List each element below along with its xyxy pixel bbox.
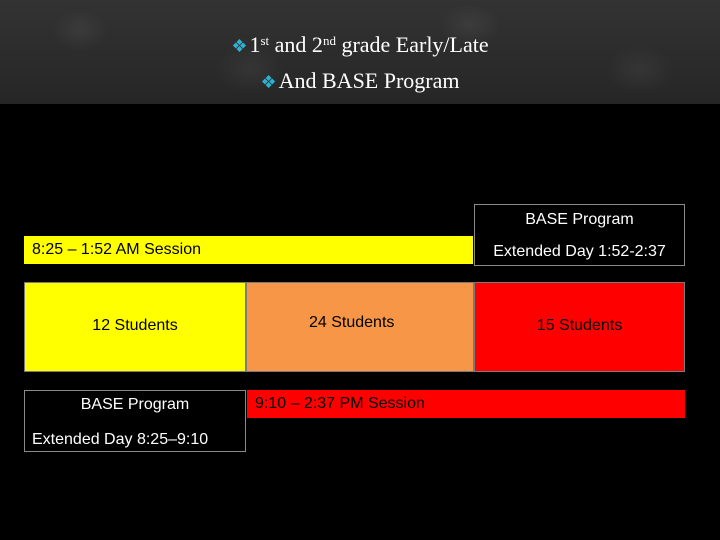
students-count-15: 15 Students [536, 317, 623, 334]
base-program-am-title: BASE Program [80, 396, 190, 413]
title-sup-nd: nd [322, 33, 336, 48]
base-program-am-box [24, 390, 246, 452]
students-cell-yellow [24, 282, 246, 372]
base-program-pm-box [474, 204, 685, 266]
title-num: 1 [249, 32, 261, 57]
base-program-pm-title: BASE Program [525, 211, 634, 228]
title-line-1 [0, 32, 720, 58]
students-count-12: 12 Students [92, 317, 178, 334]
base-program-pm-time: Extended Day 1:52-2:37 [493, 243, 666, 260]
students-count-24: 24 Students [309, 314, 395, 331]
pm-session-bar: 9:10 – 2:37 PM Session [247, 390, 685, 418]
header-banner [0, 0, 720, 104]
am-session-bar: 8:25 – 1:52 AM Session [24, 236, 473, 264]
title-mid: and 2 [269, 32, 323, 57]
diamond-bullet-icon: ❖ [260, 72, 277, 92]
title-rest: grade Early/Late [335, 32, 489, 57]
base-program-am-time: Extended Day 8:25–9:10 [32, 431, 209, 448]
title-sup-st: st [260, 33, 270, 48]
title-line-2-text: And BASE Program [278, 68, 460, 93]
title-line-2 [0, 68, 720, 94]
students-cell-red [474, 282, 685, 372]
students-cell-orange [246, 282, 474, 372]
diamond-bullet-icon: ❖ [231, 36, 248, 56]
